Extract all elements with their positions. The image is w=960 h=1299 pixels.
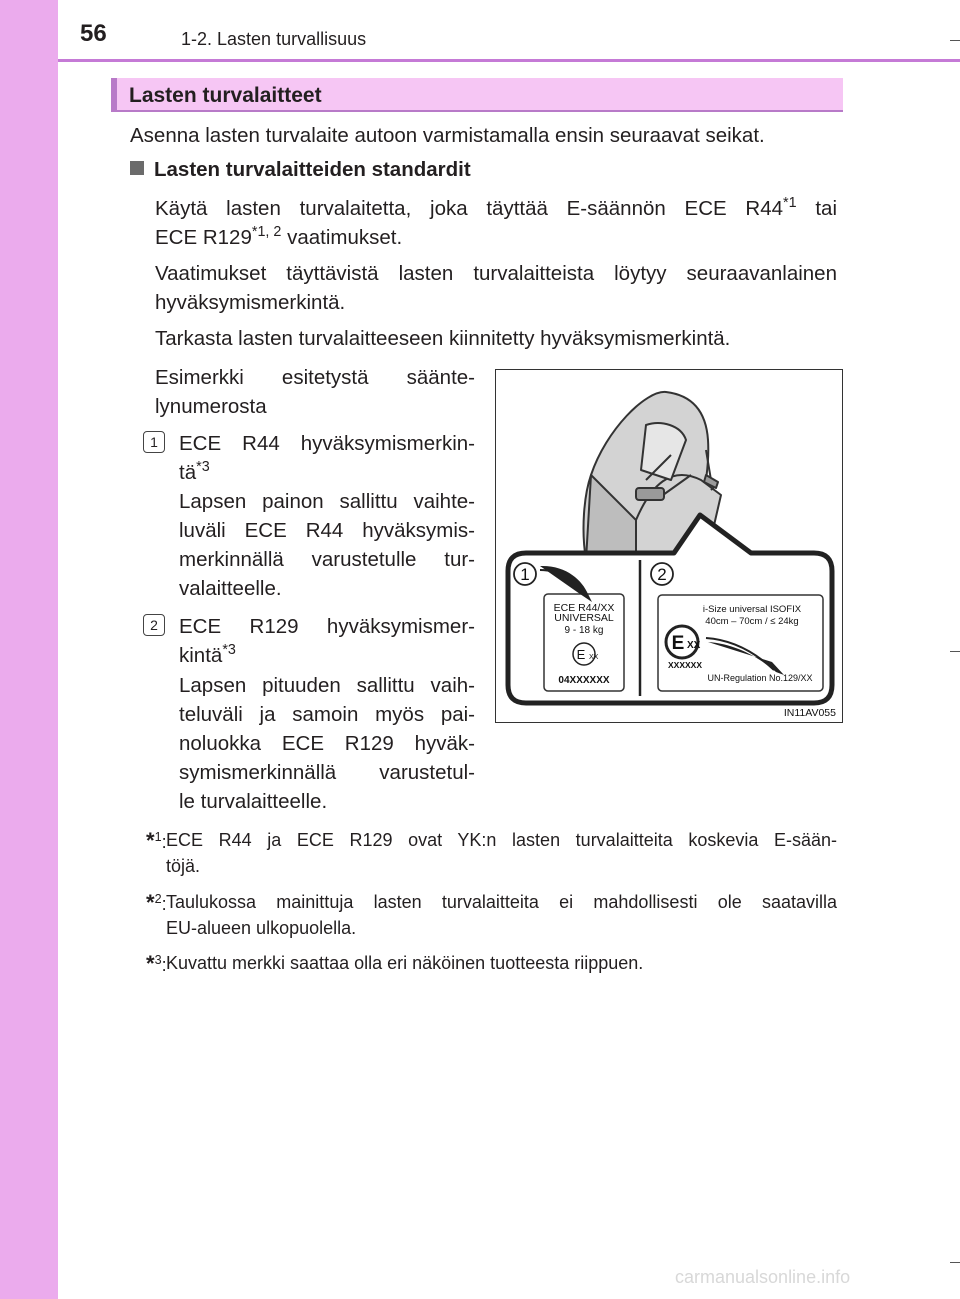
item2-desc-line: le turvalaitteelle. xyxy=(179,790,328,813)
item2-desc-line: Lapsen pituuden sallittu vaih- xyxy=(179,674,475,697)
figure-illustration xyxy=(496,370,841,721)
label1-approval-code: 04XXXXXX xyxy=(558,675,610,686)
square-bullet-icon xyxy=(130,161,144,175)
paragraph-standards-line2: ECE R129$^{*1, 2}$ vaatimukset. xyxy=(155,224,403,249)
paragraph-standards-line1: Käytä lasten turvalaitetta, joka täyttää E-säännön ECE R44$^{*1}$ tai xyxy=(155,195,837,220)
watermark: carmanualsonline.info xyxy=(675,1267,851,1287)
item-badge-1: 1 xyxy=(143,431,165,453)
label1-weight-range: 9 - 18 kg xyxy=(564,625,604,636)
footnote-3: *$^3$: Kuvattu merkki saattaa olla eri näköinen tuotteesta riippuen. xyxy=(146,951,644,976)
label1-e-mark-number: XX xyxy=(589,654,599,661)
item2-desc-line: noluokka ECE R129 hyväk- xyxy=(179,732,475,755)
item2-title-line1: ECE R129 hyväksymismer- xyxy=(179,615,475,638)
crop-mark xyxy=(950,40,960,41)
figure-id: IN11AV055 xyxy=(783,707,836,719)
approval-label-figure xyxy=(495,369,843,723)
item1-title-line2: $tä^{*3}$ xyxy=(179,459,210,484)
item1-desc-line: luväli ECE R44 hyväksymis- xyxy=(179,519,475,542)
header-rule xyxy=(58,59,960,62)
paragraph-check: Tarkasta lasten turvalaitteeseen kiinnitetty hyväksymismerkintä. xyxy=(155,327,731,350)
label2-e-mark-number: XX xyxy=(687,640,701,651)
item2-desc-line: symismerkinnällä varustetul- xyxy=(179,761,475,784)
section-title: Lasten turvalaitteet xyxy=(129,84,322,107)
item1-desc-line: merkinnällä varustetulle tur- xyxy=(179,548,475,571)
item2-desc-line: teluväli ja samoin myös pai- xyxy=(179,703,475,726)
crop-mark xyxy=(950,1262,960,1263)
label2-isize-title: i-Size universal ISOFIX xyxy=(702,604,802,615)
footnote-2: *$^2$: Taulukossa mainittuja lasten turvalaitteita ei mahdollisesti ole saatavilla EU-alueen ulkopuolella. xyxy=(146,890,837,938)
section-heading xyxy=(111,78,843,112)
label1-universal: UNIVERSAL xyxy=(554,612,614,624)
item1-desc-line: valaitteelle. xyxy=(179,577,282,600)
label1-e-mark: E xyxy=(576,647,586,662)
footnote-1: *$^1$: ECE R44 ja ECE R129 ovat YK:n lasten turvalaitteita koskevia E-sään- töjä. xyxy=(146,828,837,876)
crop-mark xyxy=(950,651,960,652)
example-caption-line2: lynumerosta xyxy=(155,395,267,418)
subheading-text: Lasten turvalaitteiden standardit xyxy=(154,158,471,181)
subheading xyxy=(130,158,471,182)
chapter-title: 1-2. Lasten turvallisuus xyxy=(181,29,367,49)
item1-title-line1: ECE R44 hyväksymismerkin- xyxy=(179,432,475,455)
example-caption-line1: Esimerkki esitetystä säänte- xyxy=(155,366,475,389)
callout-number-1: 1 xyxy=(520,565,530,584)
label2-regulation: UN-Regulation No.129/XX xyxy=(707,673,813,683)
label2-approval-code: XXXXXX xyxy=(668,660,703,670)
paragraph-marking-line2: hyväksymismerkintä. xyxy=(155,291,346,314)
item-badge-2: 2 xyxy=(143,614,165,636)
paragraph-marking-line1: Vaatimukset täyttävistä lasten turvalaitteista löytyy seuraavanlainen xyxy=(155,262,837,285)
label2-e-mark: E xyxy=(671,633,685,654)
page-number: 56 xyxy=(80,20,107,47)
side-tab-bar xyxy=(0,0,58,1299)
label2-stature-range: 40cm – 70cm / ≤ 24kg xyxy=(705,616,799,627)
item2-title-line2: kintä$^{*3}$ xyxy=(179,642,236,667)
callout-number-2: 2 xyxy=(657,565,667,584)
item1-desc-line: Lapsen painon sallittu vaihte- xyxy=(179,490,475,513)
label1-regulation: ECE R44/XX xyxy=(553,602,615,614)
intro-text: Asenna lasten turvalaite autoon varmistamalla ensin seuraavat seikat. xyxy=(130,124,765,147)
